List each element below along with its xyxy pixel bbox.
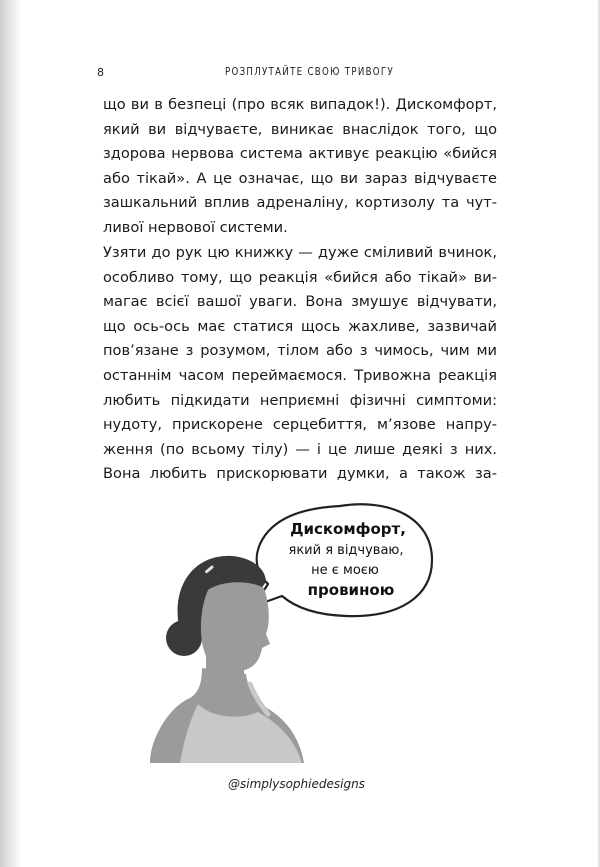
- text-line: зашкальний вплив адреналіну, кортизолу та чут-: [103, 194, 497, 212]
- text-line: що ви в безпеці (про всяк випадок!). Дискомфорт,: [103, 96, 497, 113]
- text-line: що ось-ось має статися щось жахливе, зазвичай: [103, 317, 497, 335]
- text-line: який ви відчуваєте, виникає внаслідок того, що: [103, 120, 497, 138]
- text-line: особливо тому, що реакція «бийся або тікай» ви-: [103, 268, 497, 286]
- running-title: РОЗПЛУТАЙТЕ СВОЮ ТРИВОГУ: [225, 66, 395, 78]
- text-line: або тікай». А це означає, що ви зараз відчуваєте: [103, 169, 497, 187]
- illustration-credit: @simplysophiedesigns: [228, 777, 365, 791]
- text-line: любить підкидати неприємні фізичні симптоми:: [103, 391, 497, 409]
- text-line: останнім часом переймаємося. Тривожна реакція: [103, 366, 497, 384]
- bubble-line-2: який я відчуваю,: [288, 543, 404, 558]
- page-number: 8: [97, 66, 105, 79]
- bubble-line-4: провиною: [307, 581, 395, 599]
- text-line: ливої нервової системи.: [103, 218, 288, 236]
- text-line: здорова нервова система активує реакцію «бийся: [103, 145, 497, 163]
- page-left-shadow: [0, 0, 22, 867]
- text-line: нудоту, прискорене серцебиття, м’язове напру-: [103, 416, 497, 434]
- bubble-line-3: не є моєю: [311, 563, 379, 578]
- text-line: магає всієї вашої уваги. Вона змушує відчувати,: [103, 293, 497, 311]
- text-line: Вона любить прискорювати думки, а також за-: [103, 465, 497, 483]
- bubble-line-1: Дискомфорт,: [290, 520, 406, 538]
- text-line: пов’язане з розумом, тілом або з чимось, чим ми: [103, 342, 497, 360]
- text-line: ження (по всьому тілу) — і це лише деякі з них.: [103, 440, 497, 458]
- paragraph-1: [103, 93, 497, 241]
- text-line: Узяти до рук цю книжку — дуже сміливий вчинок,: [103, 244, 497, 261]
- paragraph-2: [103, 241, 497, 487]
